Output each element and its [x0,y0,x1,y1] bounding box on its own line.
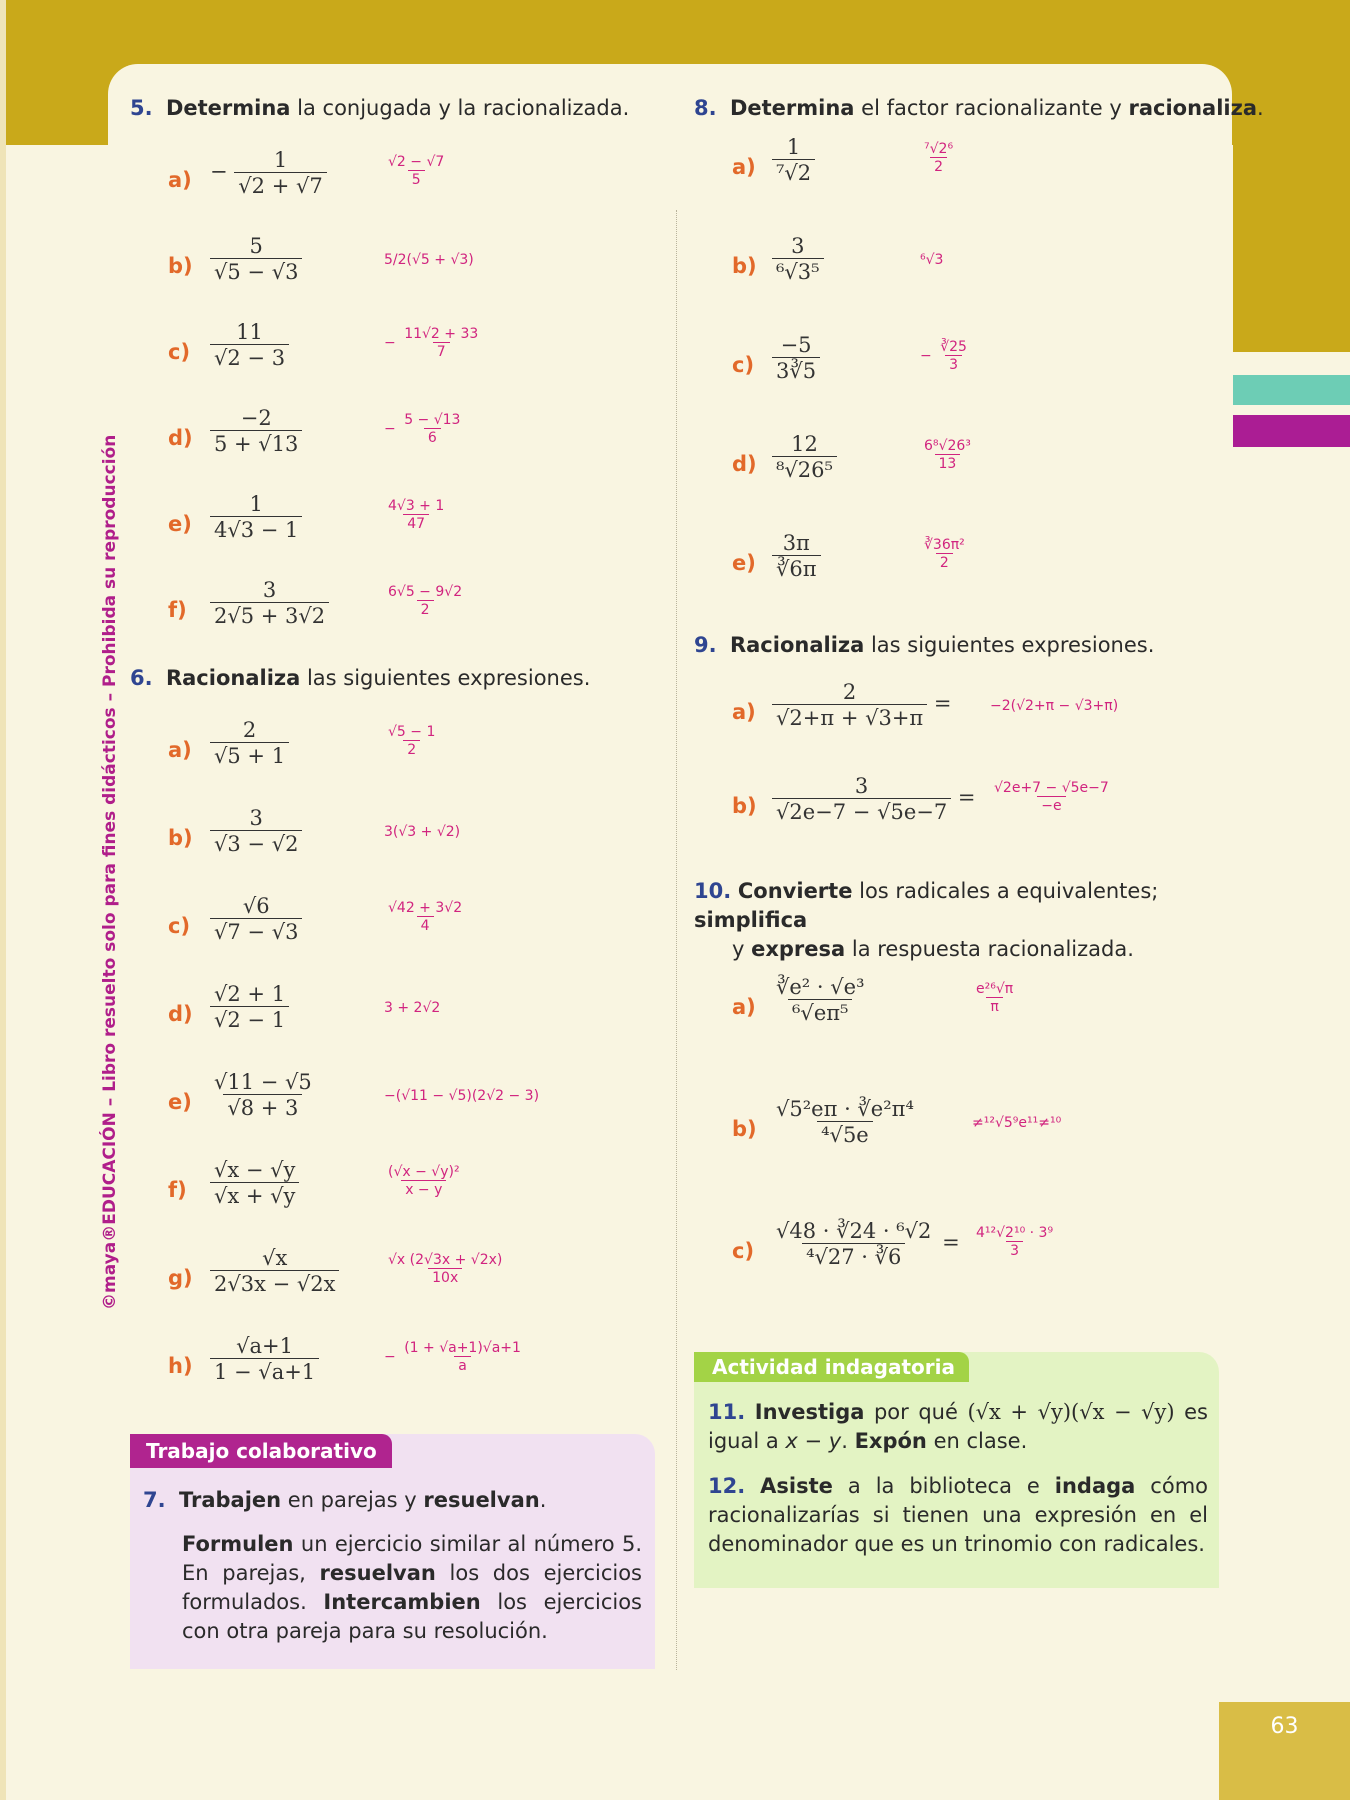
item-label: b) [732,794,757,818]
item-label: h) [168,1354,193,1378]
math-expression [210,806,302,856]
fraction [772,774,951,824]
answer-fraction [920,141,957,175]
answer-fraction [936,339,971,373]
numerator: 3 [262,578,277,602]
answer-numerator: √2 − √7 [388,154,445,170]
copyright-sidebar: ©maya®EDUCACIÓN – Libro resuelto solo para fines didácticos – Prohibida su reproducción [100,434,120,1310]
answer [384,1252,506,1286]
equals-sign: = [933,691,952,716]
exercise-7-line: 7. Trabajen en parejas y resuelvan. [143,1488,547,1512]
math-expression [210,1246,339,1296]
denominator: 4√3 − 1 [210,516,302,542]
fraction [772,333,820,383]
math-expression [210,1334,319,1384]
numerator: 1 [273,148,288,172]
item-label: a) [168,168,192,192]
item-label: g) [168,1266,193,1290]
math-expression [772,432,837,482]
equals-sign: = [957,785,976,810]
page-number: 63 [1219,1702,1350,1800]
fraction [210,1334,319,1384]
answer-numerator: 6√5 − 9√2 [388,584,463,600]
item-label: c) [732,353,755,377]
answer-denominator: π [986,997,1002,1015]
item-label: b) [732,254,757,278]
answer-denominator: 4 [417,916,434,934]
denominator: 1 − √a+1 [210,1358,319,1384]
numerator: √x [262,1246,288,1270]
fraction [772,1097,918,1147]
denominator: ⁶√3⁵ [772,258,824,284]
exercise-6-title: 6. Racionaliza las siguientes expresiones. [130,666,591,690]
answer-fraction [384,724,439,758]
answer-fraction [400,412,464,446]
fraction [772,234,824,284]
math-expression [210,406,302,456]
fraction [210,234,302,284]
item-label: e) [732,551,756,575]
answer-numerator: e²⁶√π [976,981,1014,997]
math-expression [210,1158,299,1208]
numerator: −5 [780,333,812,357]
exercise-7-paragraph: Formulen un ejercicio similar al número 5. En parejas, resuelvan los dos ejercicios formulados. Intercambien los ejercicios con otra pareja para su resolución. [182,1532,643,1643]
answer-fraction [384,900,466,934]
answer-fraction [384,498,448,532]
answer [384,724,439,758]
answer-numerator: 6⁸√26³ [924,438,971,454]
answer-text: ≠¹²√5⁹e¹¹≠¹⁰ [972,1115,1062,1131]
right-color-band [1233,0,1350,352]
answer-text: −(√11 − √5)(2√2 − 3) [384,1088,540,1104]
numerator: 2 [242,718,257,742]
numerator: 11 [236,320,263,344]
answer [384,154,448,188]
answer [384,824,460,840]
denominator: √2 + √7 [234,172,326,198]
answer-numerator: 4√3 + 1 [388,498,445,514]
expr-sign: − [210,159,228,184]
fraction [210,982,289,1032]
numerator: √48 · ∛24 · ⁶√2 [776,1219,932,1243]
answer-denominator: 2 [936,553,953,571]
exercise-5-title: 5. Determina la conjugada y la racionalizada. [130,96,630,120]
answer-numerator: 11√2 + 33 [404,326,479,342]
answer-denominator: 2 [930,157,947,175]
item-label: d) [168,1002,193,1026]
answer-fraction [400,326,482,360]
answer-numerator: (1 + √a+1)√a+1 [404,1340,521,1356]
answer-text: 5/2(√5 + √3) [384,252,474,268]
fraction [772,680,927,730]
denominator: √5 − √3 [210,258,302,284]
answer [972,981,1017,1015]
question-11: 11. Investiga por qué (√x + √y)(√x − √y) es igual a x − y. Expón en clase. [708,1400,1208,1453]
item-label: a) [732,995,756,1019]
answer-denominator: 47 [403,514,429,532]
answer-denominator: 3 [1006,1241,1023,1259]
fraction [210,406,302,456]
answer-text: 3(√3 + √2) [384,824,461,840]
denominator: ⁴√5e [817,1121,873,1147]
item-label: a) [168,738,192,762]
denominator: √2 − 3 [210,344,289,370]
denominator: √8 + 3 [223,1094,302,1120]
fraction [234,148,326,198]
fraction [772,531,821,581]
denominator: 5 + √13 [210,430,302,456]
denominator: 3∛5 [772,357,820,383]
denominator: √2+π + √3+π [772,704,927,730]
numerator: √a+1 [236,1334,294,1358]
answer-fraction [972,981,1017,1015]
math-expression [772,333,820,383]
numerator: 2 [842,680,857,704]
denominator: √x + √y [210,1182,299,1208]
fraction [210,894,302,944]
math-expression [210,718,289,768]
answer-denominator: 10x [428,1268,462,1286]
item-label: c) [168,914,191,938]
denominator: ⁴√27 · ∛6 [802,1243,905,1269]
item-label: f) [168,598,187,622]
answer-fraction [384,1252,506,1286]
math-expression [210,982,289,1032]
math-expression [772,680,952,730]
answer [384,1000,440,1016]
fraction [210,1158,299,1208]
answer-numerator: 4¹²√2¹⁰ · 3⁹ [976,1225,1054,1241]
fraction [210,492,302,542]
answer-fraction [972,1225,1057,1259]
item-label: a) [732,155,756,179]
numerator: √6 [242,894,270,918]
answer-fraction [990,780,1113,814]
question-12: 12. Asiste a la biblioteca e indaga cómo racionalizarías si tienen una expresión en el denominador que es un trinomio con radicales. [708,1474,1209,1556]
item-label: b) [168,826,193,850]
denominator: ⁷√2 [772,159,815,185]
answer-fraction [384,584,466,618]
answer-numerator: √2e+7 − √5e−7 [994,780,1109,796]
answer [384,252,474,268]
answer-denominator: 7 [433,342,450,360]
denominator: √5 + 1 [210,742,289,768]
math-expression [210,148,327,198]
denominator: 2√3x − √2x [210,1270,339,1296]
fraction [772,975,868,1025]
answer-text: ⁶√3 [920,252,944,268]
answer [990,780,1113,814]
item-label: b) [168,254,193,278]
math-expression [772,975,868,1025]
math-expression [772,774,976,824]
fraction [210,1070,316,1120]
magenta-section-tab [1233,415,1350,447]
answer-numerator: √x (2√3x + √2x) [388,1252,503,1268]
denominator: √3 − √2 [210,830,302,856]
answer [384,1340,525,1374]
item-label: d) [168,426,193,450]
math-expression [210,492,302,542]
exercise-9-title: 9. Racionaliza las siguientes expresiones. [694,633,1155,657]
answer [384,498,448,532]
answer-fraction [400,1340,525,1374]
answer-numerator: √42 + 3√2 [388,900,463,916]
math-expression [772,531,821,581]
answer [384,1088,539,1104]
answer-denominator: 6 [424,428,441,446]
numerator: ∛e² · √e³ [776,975,865,999]
numerator: 5 [249,234,263,258]
item-label: c) [168,340,191,364]
teal-section-tab [1233,375,1350,405]
equals-sign: = [942,1230,960,1255]
denominator: ∛6π [772,555,821,581]
answer-numerator: ∛36π² [924,537,965,553]
item-label: f) [168,1178,187,1202]
answer-numerator: √5 − 1 [388,724,436,740]
answer [384,584,466,618]
answer-denominator: 2 [403,740,420,758]
fraction [772,135,815,185]
fraction [210,718,289,768]
exercise-10-title: 10. Convierte los radicales a equivalentes; simplifica y expresa la respuesta racionalizada. [694,879,1159,961]
answer-sign: − [920,348,932,364]
answer-denominator: −e [1037,796,1065,814]
answer [920,141,957,175]
answer-fraction [384,1164,464,1198]
column-divider [676,210,677,1670]
item-label: c) [732,1239,755,1263]
answer-numerator: (√x − √y)² [388,1164,460,1180]
answer-denominator: a [454,1356,471,1374]
answer [384,412,464,446]
answer [384,900,466,934]
numerator: −2 [240,406,272,430]
answer [972,1225,1057,1259]
fraction [210,806,302,856]
fraction [210,1246,339,1296]
numerator: 1 [786,135,801,159]
math-expression [772,135,815,185]
answer-denominator: x − y [401,1180,446,1198]
math-expression [210,894,302,944]
numerator: √2 + 1 [214,982,286,1006]
collaborative-work-header: Trabajo colaborativo [130,1434,392,1468]
denominator: ⁶√eπ⁵ [788,999,852,1025]
fraction [210,578,329,628]
numerator: √5²eπ · ∛e²π⁴ [776,1097,914,1121]
numerator: 3 [791,234,805,258]
left-margin-strip [0,0,6,1800]
answer [384,326,482,360]
answer [920,339,971,373]
answer-fraction [920,438,975,472]
numerator: 3π [782,531,810,555]
answer-sign: − [384,421,396,437]
answer-numerator: ⁷√2⁶ [924,141,954,157]
item-label: e) [168,1090,192,1114]
denominator: √7 − √3 [210,918,302,944]
numerator: √11 − √5 [214,1070,312,1094]
answer [920,252,943,268]
answer [990,698,1118,714]
answer [920,438,975,472]
answer-denominator: 13 [935,454,961,472]
research-activity-header: Actividad indagatoria [694,1352,969,1382]
math-expression [772,1097,918,1147]
math-expression [210,320,289,370]
numerator: 12 [791,432,818,456]
fraction [772,1219,935,1269]
answer [972,1115,1061,1131]
math-expression [772,1219,960,1269]
answer-sign: − [384,1349,396,1365]
fraction [210,320,289,370]
answer-numerator: ∛25 [940,339,967,355]
math-expression [772,234,824,284]
answer-sign: − [384,335,396,351]
fraction [772,432,837,482]
item-label: b) [732,1117,757,1141]
answer [384,1164,464,1198]
numerator: 3 [854,774,869,798]
numerator: 1 [249,492,263,516]
denominator: ⁸√26⁵ [772,456,837,482]
item-label: a) [732,700,756,724]
numerator: 3 [249,806,263,830]
exercise-8-title: 8. Determina el factor racionalizante y racionaliza. [694,96,1264,120]
math-expression [210,578,329,628]
answer-text: 3 + 2√2 [384,1000,441,1016]
item-label: d) [732,452,757,476]
answer-denominator: 5 [408,170,425,188]
math-expression [210,1070,316,1120]
answer-fraction [920,537,969,571]
answer-fraction [384,154,448,188]
denominator: √2 − 1 [210,1006,289,1032]
answer [920,537,969,571]
answer-denominator: 2 [417,600,434,618]
denominator: 2√5 + 3√2 [210,602,329,628]
denominator: √2e−7 − √5e−7 [772,798,951,824]
answer-denominator: 3 [945,355,962,373]
answer-text: −2(√2+π − √3+π) [990,698,1119,714]
numerator: √x − √y [214,1158,296,1182]
item-label: e) [168,512,192,536]
answer-numerator: 5 − √13 [404,412,461,428]
math-expression [210,234,302,284]
